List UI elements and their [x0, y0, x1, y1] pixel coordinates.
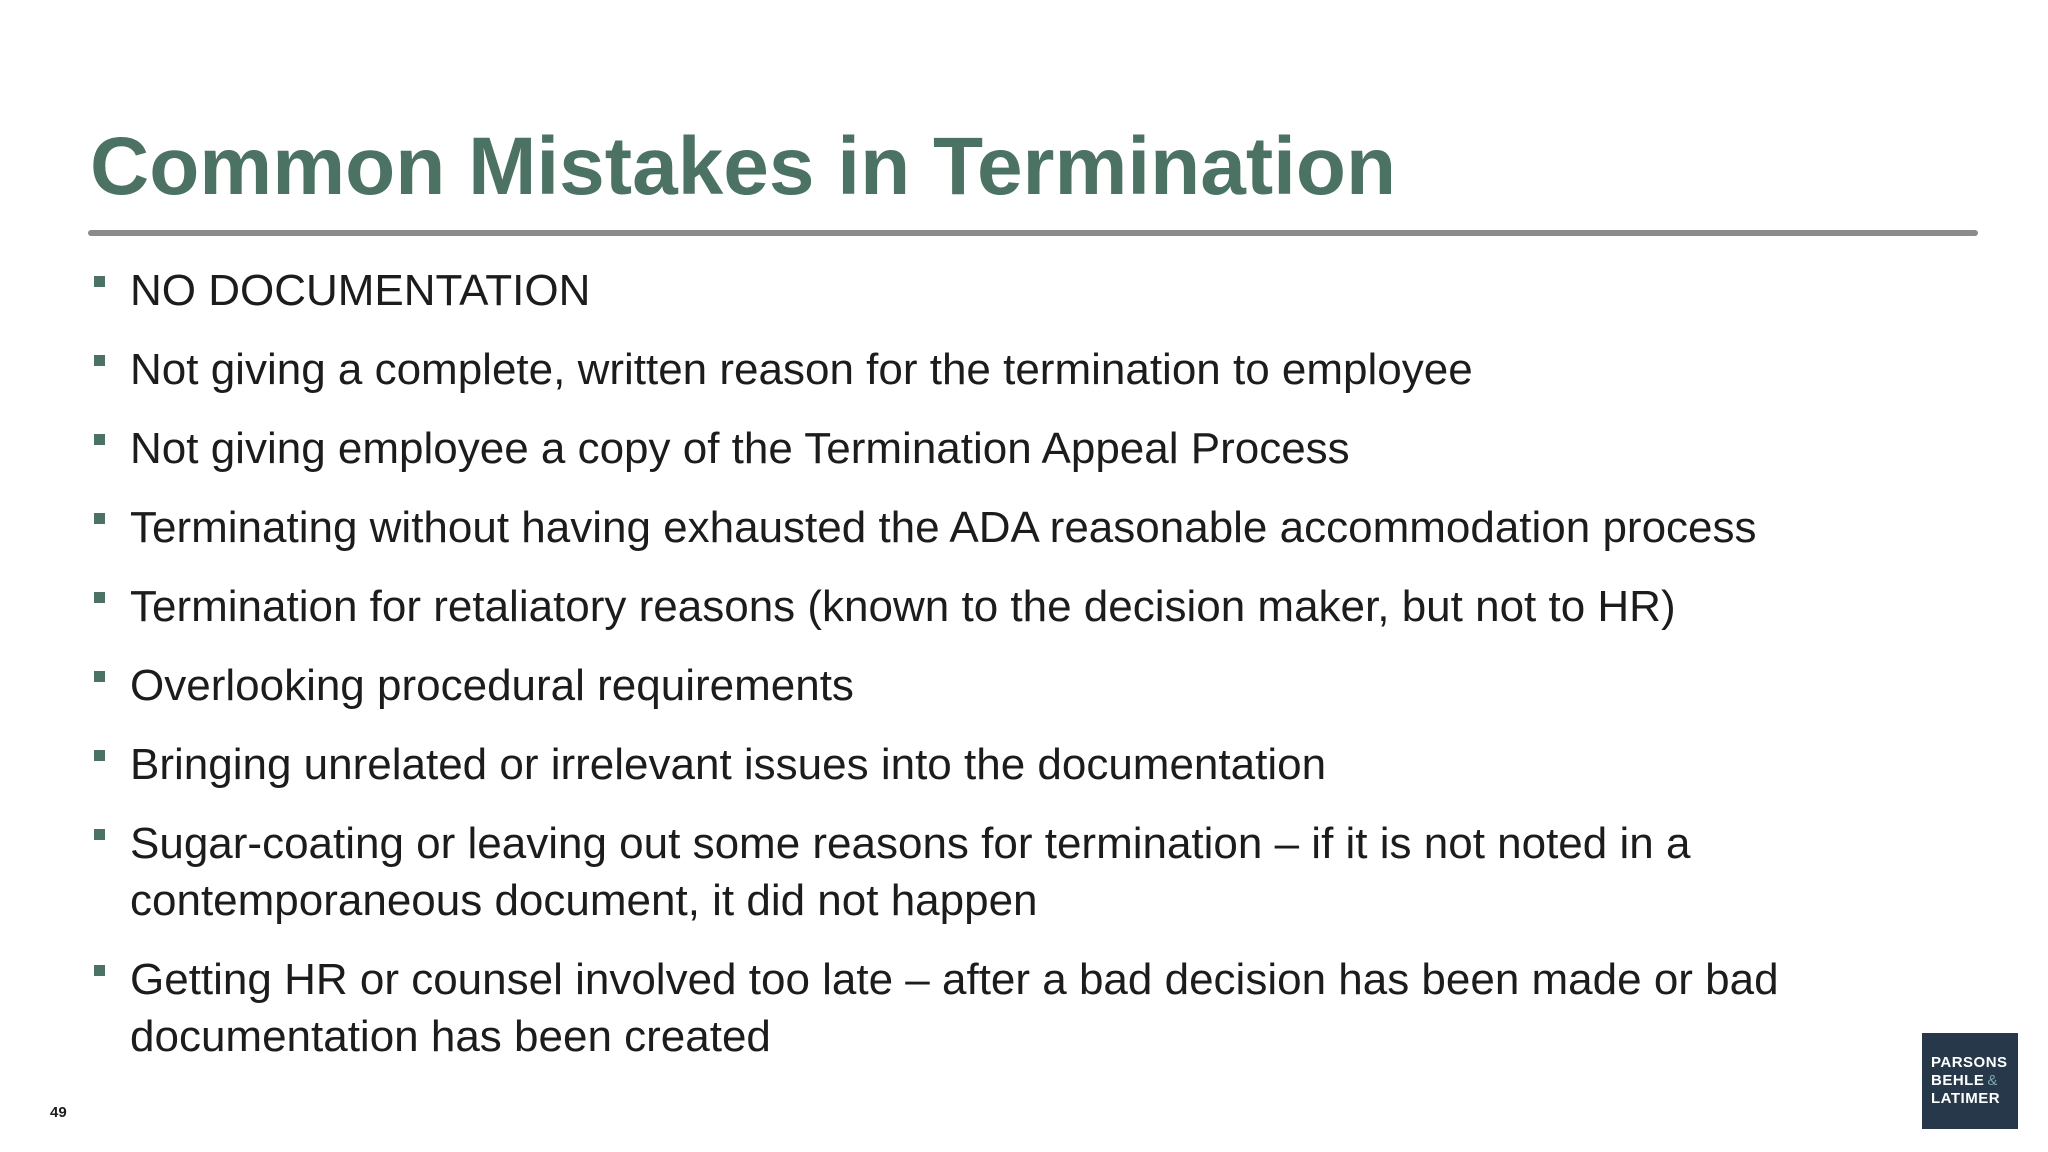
logo-line-2-text: BEHLE: [1931, 1072, 1985, 1089]
bullet-text: Not giving a complete, written reason for the termination to employee: [130, 345, 1473, 394]
bullet-text: Overlooking procedural requirements: [130, 661, 854, 710]
bullet-item: [90, 499, 1950, 556]
logo-line-2: [1931, 1072, 1998, 1090]
slide-title: Common Mistakes in Termination: [90, 121, 1397, 212]
square-bullet-icon: [94, 750, 105, 761]
square-bullet-icon: [94, 434, 105, 445]
bullet-text: Not giving employee a copy of the Termination Appeal Process: [130, 424, 1350, 473]
square-bullet-icon: [94, 513, 105, 524]
square-bullet-icon: [94, 276, 105, 287]
bullet-item: [90, 815, 1950, 929]
bullet-item: [90, 262, 1950, 319]
square-bullet-icon: [94, 965, 105, 976]
bullet-item: [90, 951, 1950, 1065]
logo-line-3: LATIMER: [1931, 1090, 2001, 1107]
bullet-item: [90, 341, 1950, 398]
bullet-text: NO DOCUMENTATION: [130, 266, 591, 315]
bullet-text: Terminating without having exhausted the ADA reasonable accommodation process: [130, 503, 1757, 552]
square-bullet-icon: [94, 829, 105, 840]
square-bullet-icon: [94, 671, 105, 682]
bullet-item: [90, 578, 1950, 635]
bullet-text: Termination for retaliatory reasons (known to the decision maker, but not to HR): [130, 582, 1676, 631]
logo-ampersand: &: [1987, 1072, 1998, 1089]
bullet-item: [90, 420, 1950, 477]
bullet-item: [90, 657, 1950, 714]
bullet-list: [90, 262, 1950, 1087]
bullet-text: Getting HR or counsel involved too late – after a bad decision has been made or bad documentation has been created: [130, 955, 1779, 1061]
square-bullet-icon: [94, 592, 105, 603]
logo-line-1: PARSONS: [1931, 1054, 2008, 1071]
bullet-item: [90, 736, 1950, 793]
page-number: 49: [50, 1104, 67, 1121]
company-logo: [1922, 1033, 2018, 1129]
square-bullet-icon: [94, 355, 105, 366]
title-divider: [88, 230, 1978, 236]
bullet-text: Sugar-coating or leaving out some reasons for termination – if it is not noted in a contemporaneous document, it did not happen: [130, 819, 1691, 925]
bullet-text: Bringing unrelated or irrelevant issues into the documentation: [130, 740, 1327, 789]
